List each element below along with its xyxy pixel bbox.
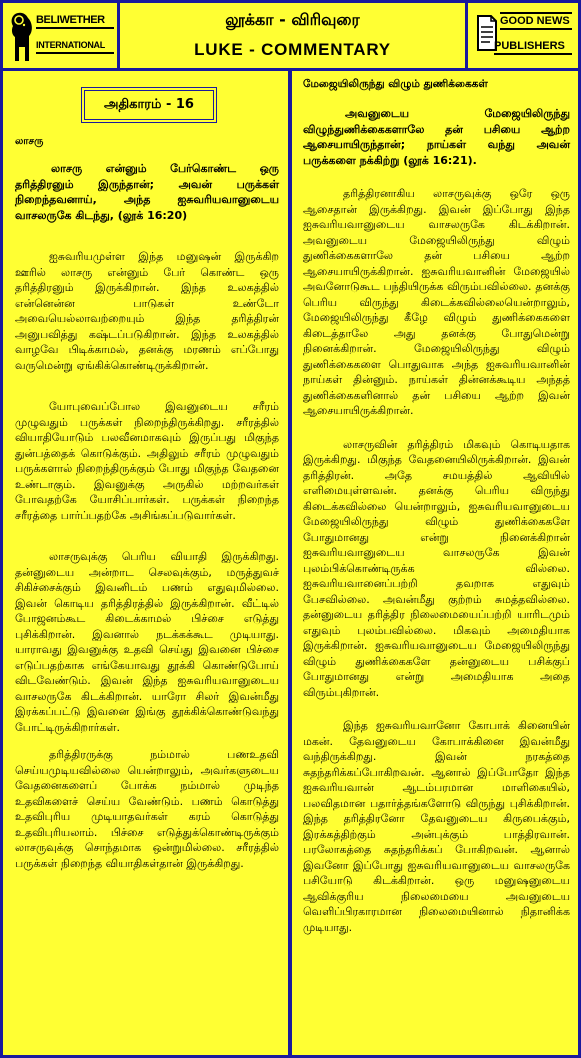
- chapter-box: [81, 87, 217, 123]
- paragraph: லாசருவின் தரித்திரம் மிகவும் கொடியதாக இருக்கிறது. மிகுந்த வேதனையிலிருக்கிறான். இவன் தரித்திரன். அதே சமயத்தில் ஆவியில் எளிமையுள்ளவன். தனக்கு பெரிய விருந்து கிடைக்கவில்லை யென்றாலும், ஐசுவரியவானுடைய மேஜையிலிருந்து விழும் துணிக்கைகளே போதுமானது என்று நினைக்கிறான் ஐசுவரியவானுடைய வாசலருகே இவன் புலம்பிக்கொண்டிருக்க வில்லை. ஐசுவரியவானைப்பற்றி தவறாக எதுவும் பேசவில்லை. அவன்மீது குற்றம் சுமத்தவில்லை. தன்னுடைய தரித்திர நிலைமையைப்பற்றி யாரிடமும் எதுவும் புலம்பவில்லை. மிகவும் அமைதியாக இருக்கிறான். ஐசுவரியவானுடைய மேஜையிலிருந்து விழும் துணிக்கைகளே தன்னுடைய பசிக்குப் போதுமானது என்று அமைதியாக அதை விரும்புகிறான்.: [303, 437, 570, 699]
- paragraph: தரித்திரனாகிய லாசருவுக்கு ஒரே ஒரு ஆசைதான் இருக்கிறது. இவன் இப்போது இந்த ஐசுவரியவானுடைய வாசலருகே கிடக்கிறான். அவனுடைய மேஜையிலிருந்து விழும் துணிக்கைகளாலே தன் பசியை ஆற்ற ஆசையாயிருக்கிறான். ஐசுவரியவானின் மேஜையில் அவனோடுகூட பந்தியிருக்க விரும்பவில்லை. தனக்கு பெரிய விருந்து கிடைக்கவில்லையென்றாலும், மேஜையிலிருந்து கீழே விழும் துணிக்கைகளை கிடைத்தாலே அது தனக்கு போதுமென்று நினைக்கிறான். மேஜையிலிருந்து விழும் துணிக்கைகளை பொதுவாக அந்த ஐசுவரியவானின் நாய்கள் தின்னும். நாய்கள் தின்னக்கூடிய அந்தத் துணிக்கைகளினால் தன் பசியை ஆற்ற இவன் ஆசையாயிருக்கிறான்.: [303, 187, 570, 417]
- paragraph: ஐசுவரியமுள்ள இந்த மனுஷன் இருக்கிற ஊரில் லாசரு என்னும் பேர் கொண்ட ஒரு தரித்திரனும் இருக்கிறான். இந்த உலகத்தில் என்னென்ன பாடுகள் உண்டோ அவையெல்லாவற்றையும் இந்த தரித்திரன் அனுபவித்து கஷ்டப்படுகிறான். இந்த உலகத்தில் வாழவே பிடிக்காமல், தனக்கு மரணம் எப்போது வருமென்று ஏங்கிக்கொண்டிருக்கிறான்.: [15, 250, 279, 372]
- logo-text-line2: PUBLISHERS: [494, 39, 572, 55]
- chapter-label: அதிகாரம் - 16: [104, 97, 194, 112]
- title-english: LUKE - COMMENTARY: [194, 40, 391, 59]
- section-heading: லாசரு: [15, 136, 44, 147]
- logo-text-line2: INTERNATIONAL: [36, 39, 114, 54]
- logo-text-line1: GOOD NEWS: [500, 12, 572, 30]
- paragraph: தரித்திரருக்கு நம்மால் பணஉதவி செய்யமுடியவில்லை யென்றாலும், அவர்களுடைய வேதனைகளைப் போக்க நம்மால் முடிந்த உதவிகளைச் செய்ய வேண்டும். பணம் கொடுத்து உதவிபுரிய முடியாதவர்கள் கரம் கொடுத்து உதவிபுரியலாம். பிச்சை எடுத்துக்கொண்டிருக்கும் லாசருவுக்கு சொந்தமாக ஒன்றுமில்லை. சரீரத்தில் பருக்கள் நிறைந்த வியாதிகள்தான் இருக்கிறது.: [15, 748, 279, 870]
- section-heading: மேஜையிலிருந்து விழும் துணிக்கைகள்: [303, 78, 488, 90]
- verse-quote: லாசரு என்னும் பேர்கொண்ட ஒரு தரித்திரனும் இருந்தான்; அவன் பருக்கள் நிறைந்தவனாய், அந்த ஐசுவரியவானுடைய வாசலருகே கிடந்து, (லூக் 16:20): [15, 162, 279, 222]
- right-column: [289, 68, 581, 1058]
- paragraph: லாசருவுக்கு பெரிய வியாதி இருக்கிறது. தன்னுடைய அன்றாட செலவுக்கும், மருத்துவச் சிகிச்சைக்கும் இவனிடம் பணம் எதுவுமில்லை. இவன் கொடிய தரித்திரத்தில் இருக்கிறான். வீட்டில் போஜனம்கூட கிடைக்காமல் பிச்சை எடுத்து புசிக்கிறான். இவனால் நடக்கக்கூட முடியாது. யாராவது இவனுக்கு உதவி செய்து இவனை பிச்சை எடுப்பதற்காக எங்கேயாவது தூக்கி கொண்டுபோய் விடவேண்டும். இவன் இந்த ஐசுவரியவானுடைய வாசலருகே கிடக்கிறான். யாரோ சிலர் இவன்மீது இரக்கப்பட்டு இவனை இங்கு தூக்கிக்கொண்டுவந்து போட்டிருக்கிறார்கள்.: [15, 550, 279, 734]
- verse-quote: அவனுடைய மேஜையிலிருந்து விழுந்துணிக்கைகளாலே தன் பசியை ஆற்ற ஆசையாயிருந்தான்; நாய்கள் வந்து அவன் பருக்களை நக்கிற்று (லூக் 16:21).: [303, 107, 570, 167]
- logo-text-line1: BELIWETHER: [36, 13, 114, 29]
- paragraph: இந்த ஐசுவரியவானோ கோபாக் கினையின் மகன். தேவனுடைய கோபாக்கினை இவன்மீது வந்திருக்கிறது. இவன் நரகத்தை சுதந்தரிக்கப்போகிறவன். ஆனால் இப்போதோ இந்த ஐசுவரியவான் ஆடம்பரமான மாளிகையில், பலவிதமான பதார்த்தங்களோடு விருந்து புசிக்கிறான். இந்த தரித்திரனோ தேவனுடைய கிருபைக்கும், இரக்கத்திற்கும் அன்புக்கும் பாத்திரவான். பரலோகத்தை சுதந்தரிக்கப் போகிறவன். ஆனால் இவனோ இப்போது ஐசுவரியவானுடைய வாசலருகே பசியோடு கிடக்கிறான். ஒரு மனுஷனுடைய ஆவிக்குரிய நிலைமையை அவனுடைய வெளிப்பிரகாரமான நிலைமையினால் நிதானிக்க முடியாது.: [303, 719, 570, 934]
- ram-icon: [9, 9, 35, 65]
- header-title: [117, 0, 468, 71]
- bellwether-logo: [0, 0, 120, 71]
- paragraph: யோபுவைப்போல இவனுடைய சரீரம் முழுவதும் பருக்கள் நிறைந்திருக்கிறது. சரீரத்தில் வியாதியோடும் பலவீனமாகவும் இருப்பது மிகுந்த துன்பத்தைக் கொடுக்கும். அதிலும் சரீரம் முழுவதும் பருக்களால் நிறைந்திருக்கும் போது மிகுந்த வேதனை உண்டாகும். இவனுக்கு அருகில் மற்றவர்கள் போவதற்கே யோசிப்பார்கள். பருக்கள் நிறைந்த சரீரத்தை பார்ப்பதற்கே அசிங்கப்படுவார்கள்.: [15, 400, 279, 522]
- good-news-logo: [465, 0, 581, 71]
- left-column: [0, 68, 291, 1058]
- title-tamil: லூக்கா - விரிவுரை: [225, 10, 360, 29]
